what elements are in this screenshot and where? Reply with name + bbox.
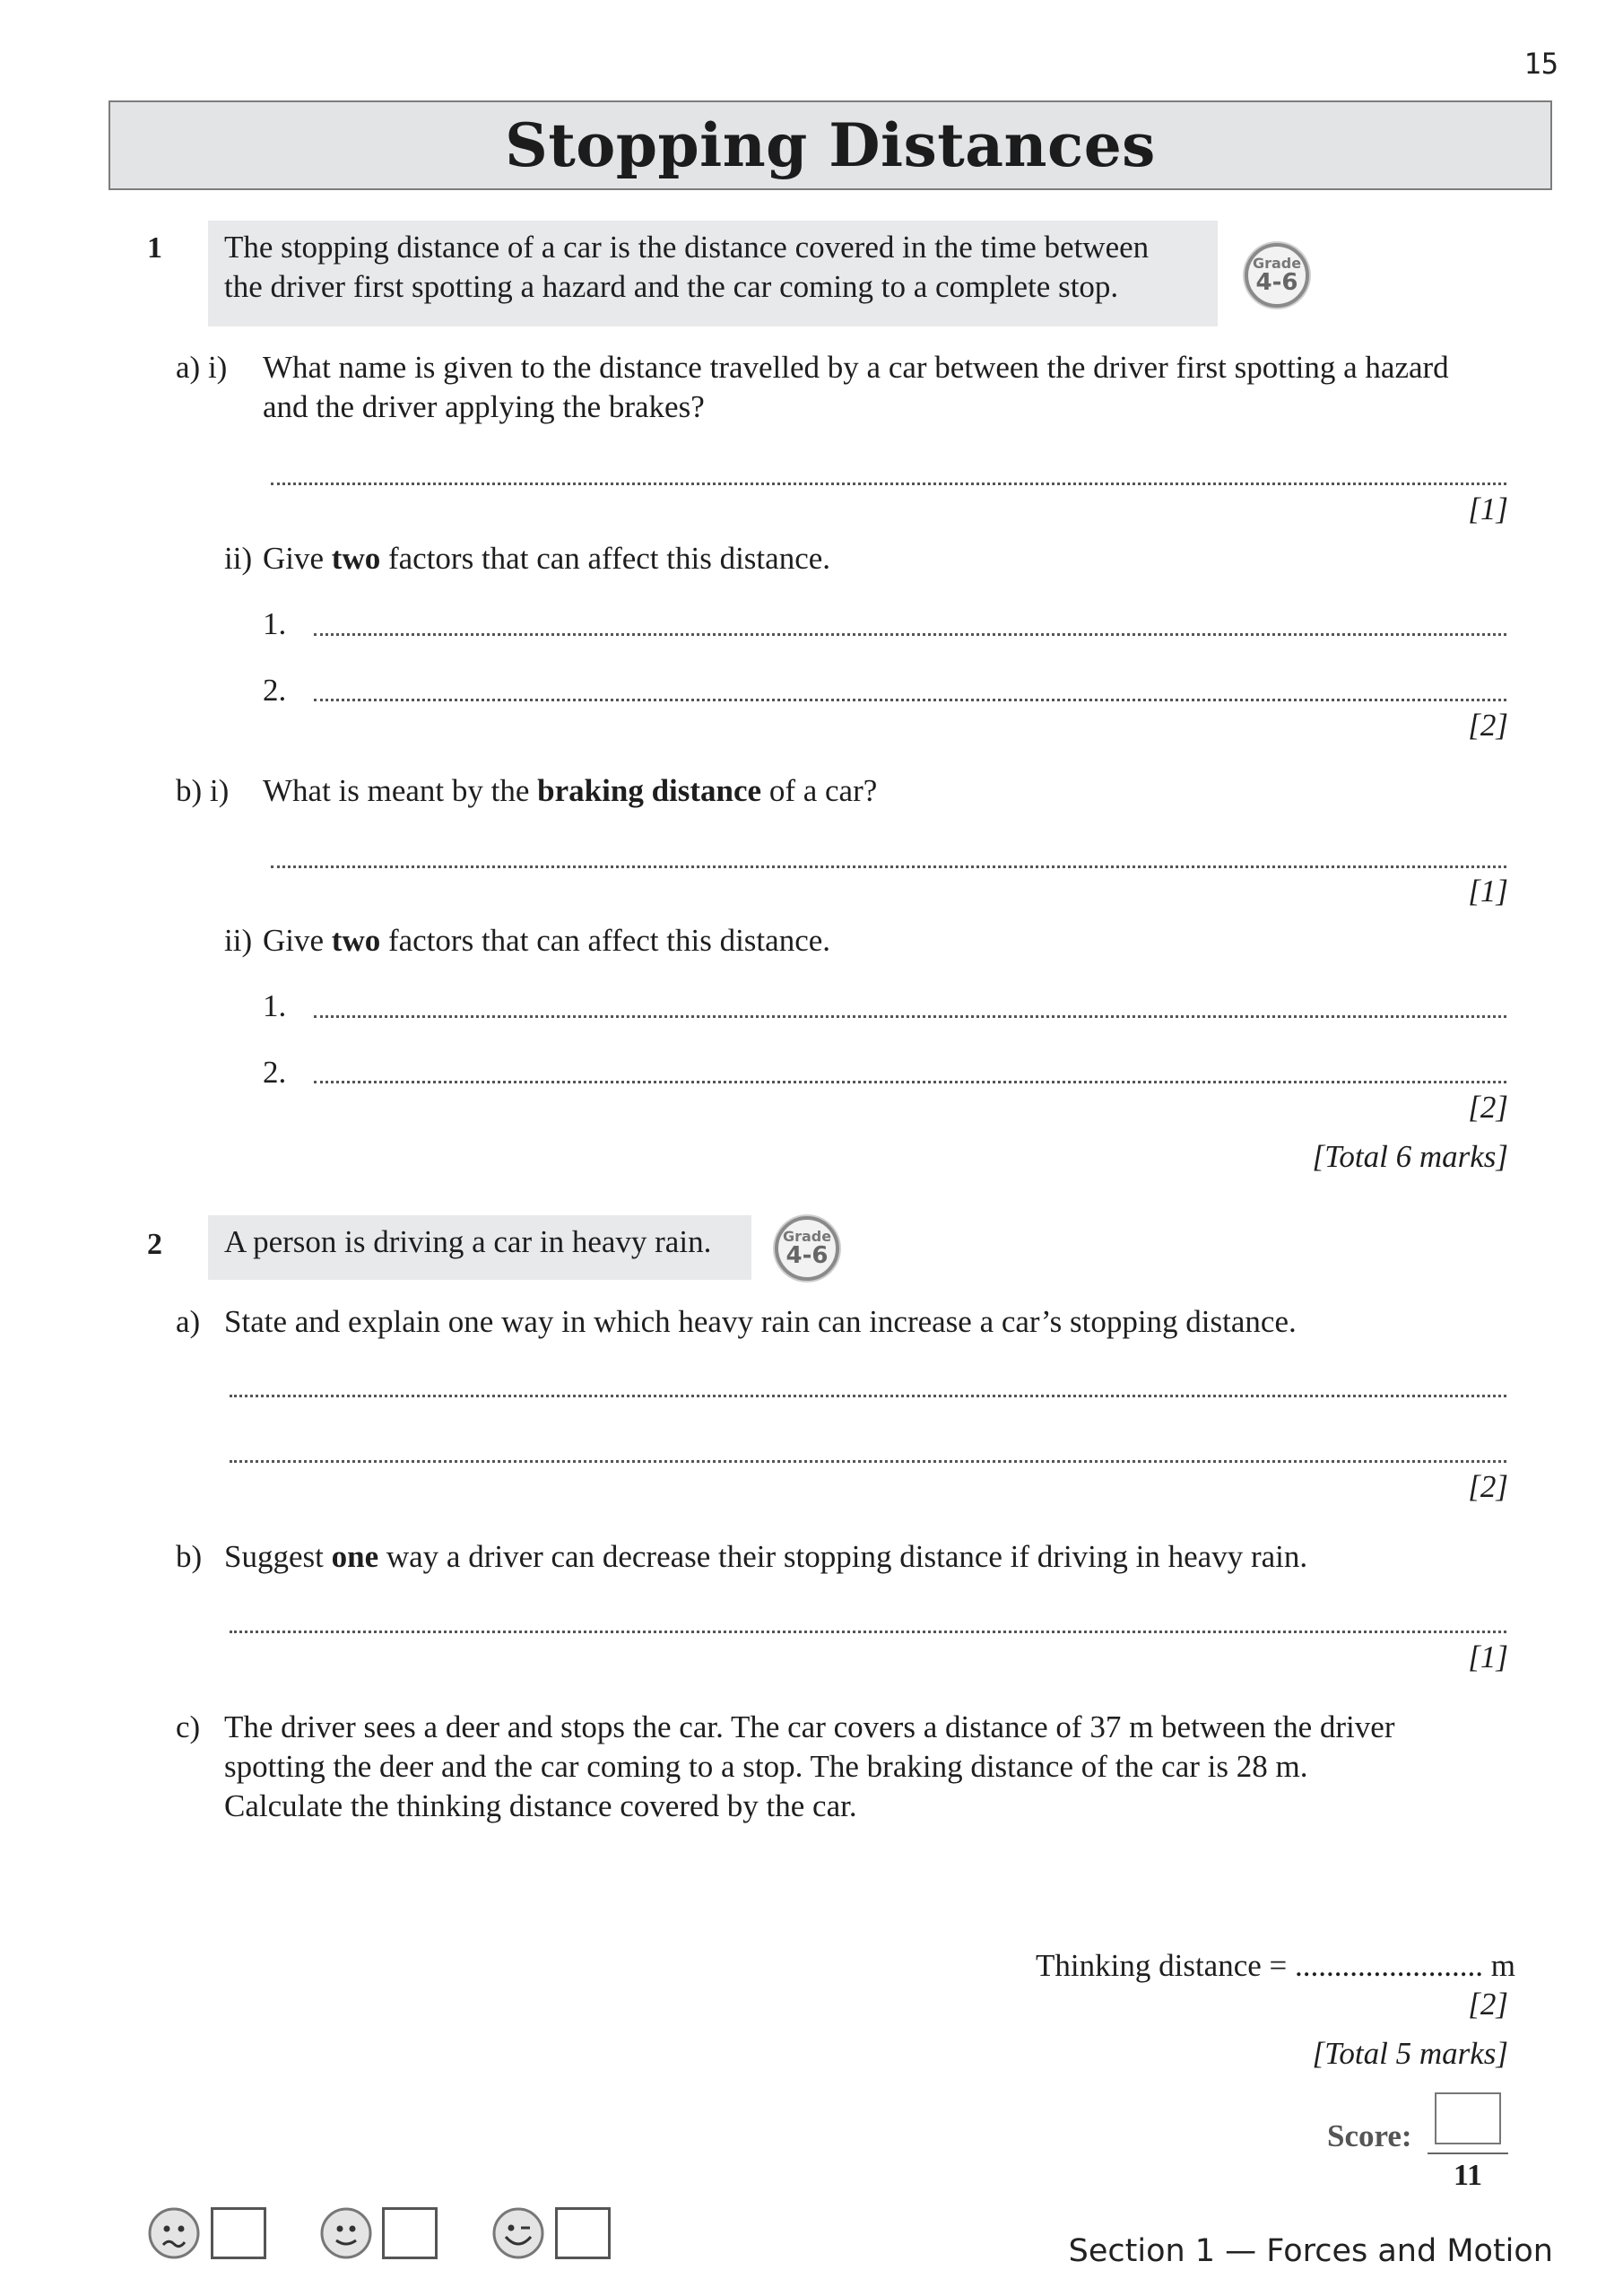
answer-line-q2-a-1[interactable]: [230, 1395, 1506, 1397]
q1-a-ii-text: [263, 539, 830, 578]
marks-q1-b-i: [1]: [1468, 874, 1508, 909]
section-footer: Section 1 — Forces and Motion: [1068, 2233, 1553, 2269]
answer-label: Thinking distance =: [1036, 1948, 1296, 1983]
q1-b-ii-pre: Give: [263, 923, 332, 958]
question-2-number: 2: [147, 1228, 162, 1261]
q2-c-line1: The driver sees a deer and stops the car. The car covers a distance of 37 m between the driver: [224, 1709, 1395, 1744]
q1-a-i-line1: What name is given to the distance travelled by a car between the driver first spotting a hazard: [263, 350, 1449, 385]
q1-b-i-text: [263, 771, 877, 811]
q1-a-ii-bold: two: [331, 541, 381, 576]
neutral-face-icon: [319, 2206, 373, 2260]
question-1-intro-line1: The stopping distance of a car is the distance covered in the time between: [224, 230, 1150, 265]
total-marks-q1: [Total 6 marks]: [1312, 1139, 1508, 1174]
answer-line-q1-a-ii-1[interactable]: [314, 633, 1506, 636]
q1-b-i-bold: braking distance: [537, 773, 762, 808]
q2-c-line3: Calculate the thinking distance covered by the car.: [224, 1788, 857, 1823]
page-title: Stopping Distances: [505, 110, 1156, 180]
answer-line-q1-b-ii-1[interactable]: [314, 1015, 1506, 1018]
q2-b-pre: Suggest: [224, 1539, 332, 1574]
score-divider: [1428, 2152, 1508, 2154]
sad-face-icon: [147, 2206, 201, 2260]
score-label: Score:: [1327, 2118, 1412, 2153]
self-assess-box-sad[interactable]: [211, 2207, 266, 2259]
answer-line-q2-a-2[interactable]: [230, 1460, 1506, 1463]
answer-line-q1-b-i[interactable]: [271, 865, 1506, 868]
question-1-intro-line2: the driver first spotting a hazard and the car coming to a complete stop.: [224, 269, 1119, 304]
q1-b-i-label: b) i): [176, 773, 230, 808]
self-assess-box-happy[interactable]: [555, 2207, 611, 2259]
q2-b-text: [224, 1537, 1307, 1577]
q2-b-post: way a driver can decrease their stopping distance if driving in heavy rain.: [378, 1539, 1308, 1574]
marks-q2-b: [1]: [1468, 1639, 1508, 1674]
grade-value: 4-6: [785, 1242, 829, 1269]
q1-b-ii-item2: 2.: [263, 1055, 287, 1090]
question-1-intro: [208, 221, 1218, 326]
marks-q2-a: [2]: [1468, 1469, 1508, 1504]
q2-c-label: c): [176, 1709, 201, 1744]
q2-b-bold: one: [331, 1539, 379, 1574]
answer-line-q1-a-ii-2[interactable]: [314, 699, 1506, 701]
answer-line-q1-a-i[interactable]: [271, 483, 1506, 485]
q2-b-label: b): [176, 1539, 203, 1574]
q1-b-i-post: of a car?: [761, 773, 878, 808]
q1-b-ii-text: [263, 921, 830, 961]
q1-b-i-pre: What is meant by the: [263, 773, 538, 808]
q1-a-i-label: a) i): [176, 350, 228, 385]
q1-b-ii-post: factors that can affect this distance.: [380, 923, 831, 958]
grade-badge-q1: [1245, 243, 1309, 308]
marks-q1-a-ii: [2]: [1468, 708, 1508, 743]
grade-badge-q2: [775, 1216, 839, 1281]
grade-label: Grade: [1252, 255, 1302, 272]
grade-label: Grade: [782, 1228, 832, 1245]
happy-face-icon: [491, 2206, 545, 2260]
score-box[interactable]: [1435, 2092, 1501, 2144]
page-number: 15: [1523, 47, 1558, 81]
q1-a-ii-item2: 2.: [263, 673, 287, 708]
q1-b-ii-bold: two: [331, 923, 381, 958]
score-total: 11: [1453, 2159, 1483, 2192]
question-2-intro: [208, 1215, 751, 1280]
q2-c-line2: spotting the deer and the car coming to a stop. The braking distance of the car is 28 m.: [224, 1749, 1308, 1784]
answer-line-q2-b[interactable]: [230, 1631, 1506, 1633]
answer-line-q1-b-ii-2[interactable]: [314, 1081, 1506, 1083]
q1-b-ii-label: ii): [224, 923, 253, 958]
question-2-intro-text: A person is driving a car in heavy rain.: [224, 1224, 712, 1259]
q1-a-ii-item1: 1.: [263, 606, 287, 641]
marks-q2-c: [2]: [1468, 1987, 1508, 2022]
thinking-distance-answer: [1036, 1946, 1515, 1986]
self-assess-box-neutral[interactable]: [382, 2207, 438, 2259]
grade-value: 4-6: [1255, 269, 1298, 296]
q2-a-text: State and explain one way in which heavy rain can increase a car’s stopping distance.: [224, 1304, 1297, 1339]
title-banner: [108, 100, 1552, 190]
answer-field[interactable]: ........................: [1295, 1948, 1484, 1983]
total-marks-q2: [Total 5 marks]: [1312, 2036, 1508, 2071]
marks-q1-a-i: [1]: [1468, 491, 1508, 526]
q1-a-ii-pre: Give: [263, 541, 332, 576]
question-1-number: 1: [147, 231, 162, 265]
answer-unit: m: [1483, 1948, 1515, 1983]
q2-a-label: a): [176, 1304, 201, 1339]
q1-a-ii-post: factors that can affect this distance.: [380, 541, 831, 576]
q1-a-ii-label: ii): [224, 541, 253, 576]
marks-q1-b-ii: [2]: [1468, 1090, 1508, 1125]
q1-b-ii-item1: 1.: [263, 988, 287, 1023]
q1-a-i-line2: and the driver applying the brakes?: [263, 389, 705, 424]
